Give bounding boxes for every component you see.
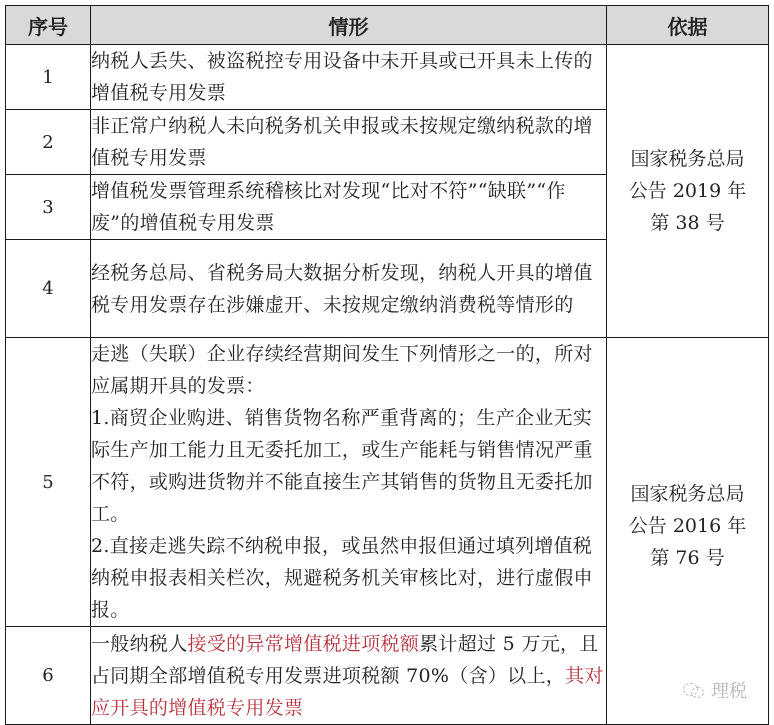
header-situation: 情形 [91, 6, 607, 45]
row-number: 3 [6, 175, 91, 240]
header-serial: 序号 [6, 6, 91, 45]
basis-line: 公告 2019 年 [628, 180, 747, 202]
row-number: 4 [6, 240, 91, 338]
watermark-text: 理税 [711, 681, 747, 702]
row-description: 增值税发票管理系统稽核比对发现“比对不符”“缺联”“作废”的增值税专用发票 [91, 175, 607, 240]
basis-line: 公告 2016 年 [628, 515, 747, 537]
basis-line: 第 38 号 [650, 212, 725, 234]
row-description [91, 627, 607, 725]
table-header-row [6, 6, 769, 45]
description-line: 2.直接走逃失踪不纳税申报，或虽然申报但通过填列增值税纳税申报表相关栏次，规避税务机关审核比对，进行虚假申报。 [91, 535, 593, 621]
description-line: 走逃（失联）企业存续经营期间发生下列情形之一的，所对应属期开具的发票： [91, 343, 593, 397]
description-line: 1.商贸企业购进、销售货物名称严重背离的；生产企业无实际生产加工能力且无委托加工，或生产能耗与销售情况严重不符，或购进货物并不能直接生产其销售的货物且无委托加工。 [91, 407, 593, 525]
table-row [6, 45, 769, 110]
row-description: 纳税人丢失、被盗税控专用设备中未开具或已开具未上传的增值税专用发票 [91, 45, 607, 110]
wechat-icon [683, 681, 705, 699]
row-number: 2 [6, 110, 91, 175]
row-description: 非正常户纳税人未向税务机关申报或未按规定缴纳税款的增值税专用发票 [91, 110, 607, 175]
basis-cell [607, 338, 769, 725]
highlighted-text: 接受的异常增值税进项税额 [187, 632, 420, 655]
header-basis: 依据 [607, 6, 769, 45]
row-number: 6 [6, 627, 91, 725]
highlighted-text: 其对应开具的增值税专用发票 [91, 664, 604, 719]
basis-cell [607, 45, 769, 338]
text-segment: 累计超过 5 万元，且占同期全部增值税专用发票进项税额 70%（含）以上， [91, 632, 599, 687]
row-number: 5 [6, 338, 91, 627]
basis-line: 第 76 号 [650, 547, 725, 569]
abnormal-invoice-table [5, 5, 769, 725]
basis-line: 国家税务总局 [630, 148, 745, 170]
basis-line: 国家税务总局 [630, 483, 745, 505]
watermark [683, 677, 747, 703]
row-description: 经税务总局、省税务局大数据分析发现，纳税人开具的增值税专用发票存在涉嫌虚开、未按规定缴纳消费税等情形的 [91, 240, 607, 338]
table-row [6, 338, 769, 627]
row-number: 1 [6, 45, 91, 110]
row-description [91, 338, 607, 627]
text-segment: 一般纳税人 [91, 632, 188, 655]
